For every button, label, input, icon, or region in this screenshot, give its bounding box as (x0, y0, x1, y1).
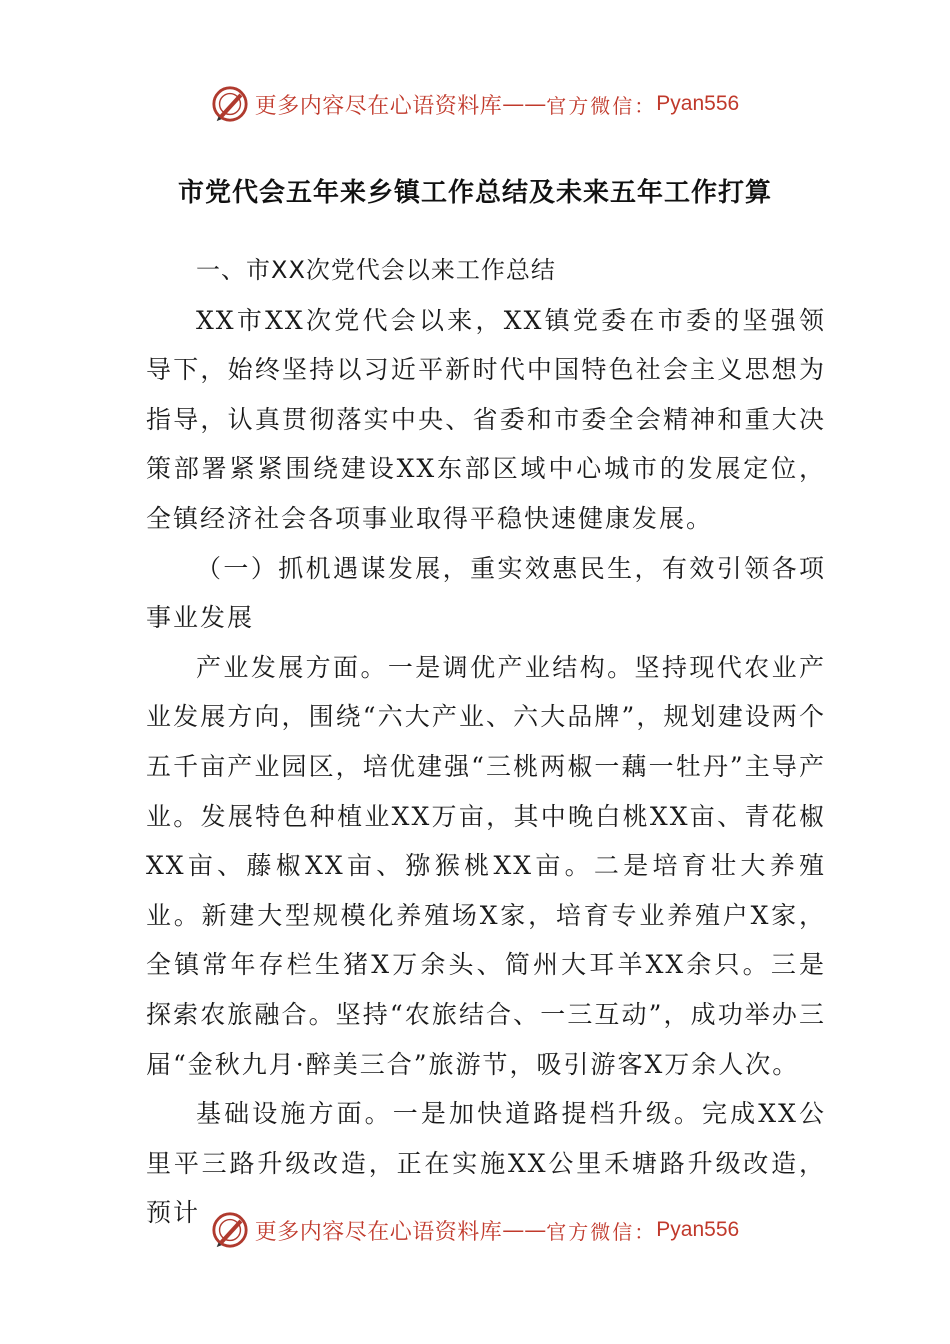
banner-separator: —— (502, 1217, 547, 1243)
banner-wechat-label: 官方微信： (546, 93, 657, 118)
header-watermark-banner (0, 82, 950, 126)
banner-wechat-id: Pyan556 (656, 1218, 740, 1241)
banner-wechat-label: 官方微信： (546, 1219, 657, 1244)
subsection-heading: （一）抓机遇谋发展，重实效惠民生，有效引领各项事业发展 (146, 553, 826, 633)
pen-logo-icon (211, 85, 249, 123)
pen-logo-icon (211, 1211, 249, 1249)
banner-brand-text: 更多内容尽在心语资料库 (254, 1219, 503, 1245)
section-heading: 一、市XX次党代会以来工作总结 (196, 256, 556, 284)
paragraph-industry: 产业发展方面。一是调优产业结构。坚持现代农业产业发展方向，围绕“六大产业、六大品牌”，规划建设两个五千亩产业园区，培优建强“三桃两椒一藕一牡丹”主导产业。发展特色种植业XX万亩，其中晚白桃XX亩、青花椒XX亩、藤椒XX亩、猕猴桃XX亩。二是培育壮大养殖业。新建大型规模化养殖场X家，培育专业养殖户X家，全镇常年存栏生猪X万余头、简州大耳羊XX余只。三是探索农旅融合。坚持“农旅结合、一三互动”，成功举办三届“金秋九月·醉美三合”旅游节，吸引游客X万余人次。 (146, 652, 826, 1079)
paragraph-infrastructure: 基础设施方面。一是加快道路提档升级。完成XX公里平三路升级改造，正在实施XX公里禾塘路升级改造，预计 (146, 1099, 826, 1228)
footer-watermark-banner (0, 1208, 950, 1252)
banner-wechat-id: Pyan556 (656, 92, 740, 115)
document-body (146, 246, 826, 1238)
banner-brand-text: 更多内容尽在心语资料库 (254, 93, 503, 119)
paragraph-intro: XX市XX次党代会以来，XX镇党委在市委的坚强领导下，始终坚持以习近平新时代中国特色社会主义思想为指导，认真贯彻落实中央、省委和市委全会精神和重大决策部署紧紧围绕建设XX东部区域中心城市的发展定位，全镇经济社会各项事业取得平稳快速健康发展。 (146, 305, 826, 533)
document-title: 市党代会五年来乡镇工作总结及未来五年工作打算 (177, 178, 772, 208)
banner-separator: —— (502, 91, 547, 117)
